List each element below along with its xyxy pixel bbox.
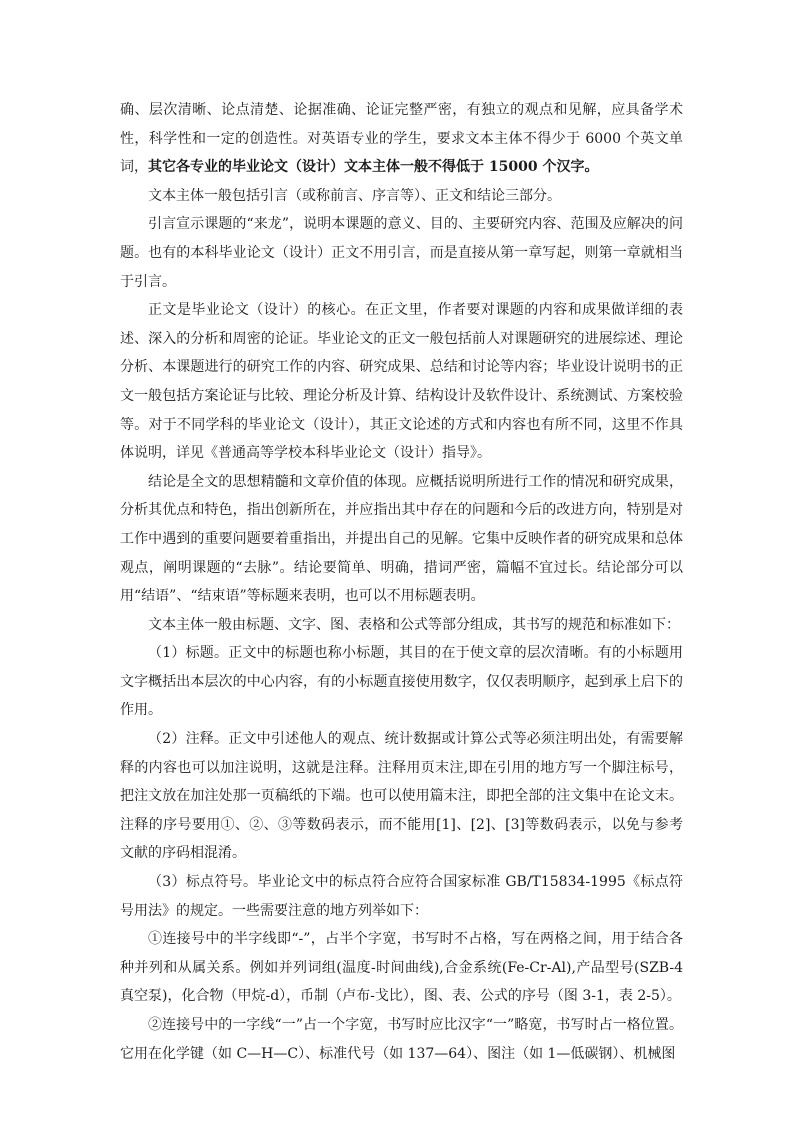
paragraph-5: 结论是全文的思想精髓和文章价值的体现。应概括说明所进行工作的情况和研究成果，分析其优点和特色，指出创新所在，并应指出其中存在的问题和今后的改进方向，特别是对工作中遇到的重要问题要着重指出，并提出自己的见解。它集中反映作者的研究成果和总体观点，阐明课题的“去脉”。结论要简单、明确，措词严密，篇幅不宜过长。结论部分可以用“结语”、“结束语”等标题来表明，也可以不用标题表明。	[120, 473, 683, 605]
paragraph-7: （1）标题。正文中的标题也称小标题，其目的在于使文章的层次清晰。有的小标题用文字概括出本层次的中心内容，有的小标题直接使用数字，仅仅表明顺序，起到承上启下的作用。	[120, 645, 683, 719]
paragraph-9: （3）标点符号。毕业论文中的标点符合应符合国家标准 GB/T15834-1995《标点符号用法》的规定。一些需要注意的地方列举如下：	[120, 874, 683, 919]
paragraph-4: 正文是毕业论文（设计）的核心。在正文里，作者要对课题的内容和成果做详细的表述、深入的分析和周密的论证。毕业论文的正文一般包括前人对课题研究的进展综述、理论分析、本课题进行的研究工作的内容、研究成果、总结和讨论等内容；毕业设计说明书的正文一般包括方案论证与比较、理论分析及计算、结构设计及软件设计、系统测试、方案校验等。对于不同学科的毕业论文（设计），其正文论述的方式和内容也有所不同，这里不作具体说明，详见《普通高等学校本科毕业论文（设计）指导》。	[120, 302, 683, 462]
paragraph-1-bold-text: 其它各专业的毕业论文（设计）文本主体一般不得低于 15000 个汉字。	[148, 159, 599, 176]
paragraph-10: ①连接号中的半字线即“-”，占半个字宽，书写时不占格，写在两格之间，用于结合各种并列和从属关系。例如并列词组(温度-时间曲线),合金系统(Fe-Cr-Al),产品型号(SZB-4 真空泵)，化合物（甲烷-d），币制（卢布-戈比），图、表、公式的序号（图 3-1，表 2-5）。	[120, 931, 683, 1005]
paragraph-1-text: 确、层次清晰、论点清楚、论据准确、论证完整严密，有独立的观点和见解，应具备学术性，科学性和一定的创造性。对英语专业的学生，要求文本主体不得少于 6000 个英文单词，	[120, 102, 683, 176]
paragraph-8: （2）注释。正文中引述他人的观点、统计数据或计算公式等必须注明出处，有需要解释的内容也可以加注说明，这就是注释。注释用页末注,即在引用的地方写一个脚注标号，把注文放在加注处那一页稿纸的下端。也可以使用篇末注，即把全部的注文集中在论文末。注释的序号要用①、②、③等数码表示，而不能用[1]、[2]、[3]等数码表示，以免与参考文献的序码相混淆。	[120, 731, 683, 862]
paragraph-1	[120, 96, 683, 182]
paragraph-3: 引言宣示课题的“来龙”，说明本课题的意义、目的、主要研究内容、范围及应解决的问题。也有的本科毕业论文（设计）正文不用引言，而是直接从第一章写起，则第一章就相当于引言。	[120, 216, 683, 290]
paragraph-11: ②连接号中的一字线“一”占一个字宽，书写时应比汉字“一”略宽，书写时占一格位置。它用在化学键（如 C—H—C）、标准代号（如 137—64）、图注（如 1—低碳钢）、机械图	[120, 1017, 683, 1062]
paragraph-6: 文本主体一般由标题、文字、图、表格和公式等部分组成，其书写的规范和标准如下：	[148, 616, 680, 633]
paragraph-2: 文本主体一般包括引言（或称前言、序言等）、正文和结论三部分。	[148, 187, 561, 204]
